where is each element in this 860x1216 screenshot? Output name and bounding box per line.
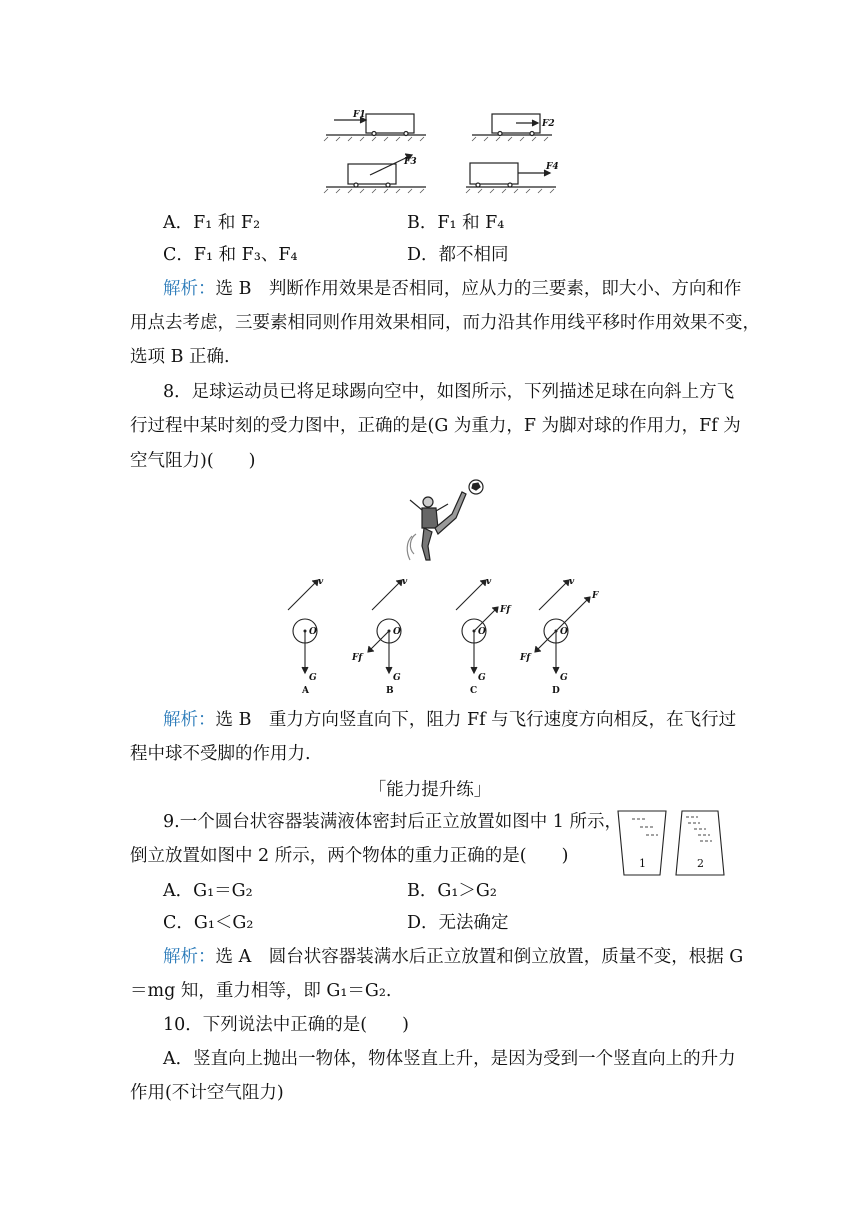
c-label: C: [470, 686, 478, 696]
b-o-label: O: [393, 627, 401, 637]
b-label: B: [386, 686, 394, 696]
d-o-label: O: [560, 627, 568, 637]
b-v-label: v: [402, 577, 408, 587]
q7-cart-figure: [320, 105, 560, 197]
q10-option-a-line-2: 作用(不计空气阻力): [130, 1083, 284, 1103]
soccer-player-illustration: [400, 476, 490, 568]
q9-option-b: B．G₁＞G₂: [407, 881, 497, 901]
q9-stem-line-1: 9.一个圆台状容器装满液体密封后正立放置如图中 1 所示，: [163, 812, 622, 832]
q7-option-c: C．F₁ 和 F₃、F₄: [163, 245, 298, 265]
d-g-label: G: [560, 673, 568, 683]
q7-analysis-line-1: 解析：选 B 判断作用效果是否相同，应从力的三要素，即大小、方向和作: [163, 279, 742, 299]
section-title: 「能力提升练」: [368, 780, 492, 800]
diagram-c: [456, 580, 498, 673]
q8-analysis-line-2: 程中球不受脚的作用力.: [130, 744, 311, 764]
q10-stem: 10．下列说法中正确的是( ): [163, 1015, 409, 1035]
container-2-label: 2: [697, 857, 704, 870]
q7-option-b: B．F₁ 和 F₄: [407, 213, 505, 233]
a-o-label: O: [309, 627, 317, 637]
c-ff-label: Ff: [500, 605, 511, 615]
q8-stem-line-3: 空气阻力)( ): [130, 451, 256, 471]
c-g-label: G: [478, 673, 486, 683]
q9-option-a: A．G₁＝G₂: [163, 881, 253, 901]
q7-option-d: D．都不相同: [407, 245, 509, 265]
q9-container-figure: [614, 807, 730, 879]
q8-force-diagrams: [280, 570, 620, 700]
q7-option-a: A．F₁ 和 F₂: [163, 213, 261, 233]
c-v-label: v: [486, 577, 492, 587]
q9-analysis-line-2: ＝mg 知，重力相等，即 G₁＝G₂.: [130, 981, 392, 1001]
b-g-label: G: [393, 673, 401, 683]
d-label: D: [552, 686, 560, 696]
b-ff-label: Ff: [352, 653, 363, 663]
q8-stem-line-2: 行过程中某时刻的受力图中，正确的是(G 为重力，F 为脚对球的作用力，Ff 为: [130, 416, 741, 436]
q8-analysis-line-1: 解析：选 B 重力方向竖直向下，阻力 Ff 与飞行速度方向相反，在飞行过: [163, 710, 737, 730]
q7-analysis-line-3: 选项 B 正确.: [130, 347, 230, 367]
q9-analysis-line-1: 解析：选 A 圆台状容器装满水后正立放置和倒立放置，质量不变，根据 G: [163, 947, 744, 967]
q8-stem-line-1: 8．足球运动员已将足球踢向空中，如图所示，下列描述足球在向斜上方飞: [163, 382, 735, 402]
label-f2: F2: [542, 119, 555, 129]
q9-stem-line-2: 倒立放置如图中 2 所示，两个物体的重力正确的是( ): [130, 846, 569, 866]
analysis-label: 解析：: [163, 947, 216, 967]
q9-option-c: C．G₁＜G₂: [163, 913, 254, 933]
label-f3: F3: [404, 157, 417, 167]
q9-option-d: D．无法确定: [407, 913, 509, 933]
label-f4: F4: [546, 162, 559, 172]
a-g-label: G: [309, 673, 317, 683]
d-v-label: v: [569, 577, 575, 587]
a-label: A: [302, 686, 309, 696]
container-1-label: 1: [639, 857, 646, 870]
q7-analysis-line-2: 用点去考虑，三要素相同则作用效果相同，而力沿其作用线平移时作用效果不变，: [130, 313, 760, 333]
d-ff-label: Ff: [520, 653, 531, 663]
analysis-label: 解析：: [163, 279, 216, 299]
analysis-label: 解析：: [163, 710, 216, 730]
d-f-label: F: [592, 591, 599, 601]
label-f1: F1: [353, 110, 366, 120]
a-v-label: v: [318, 577, 324, 587]
q10-option-a-line-1: A．竖直向上抛出一物体，物体竖直上升，是因为受到一个竖直向上的升力: [163, 1049, 736, 1069]
c-o-label: O: [478, 627, 486, 637]
